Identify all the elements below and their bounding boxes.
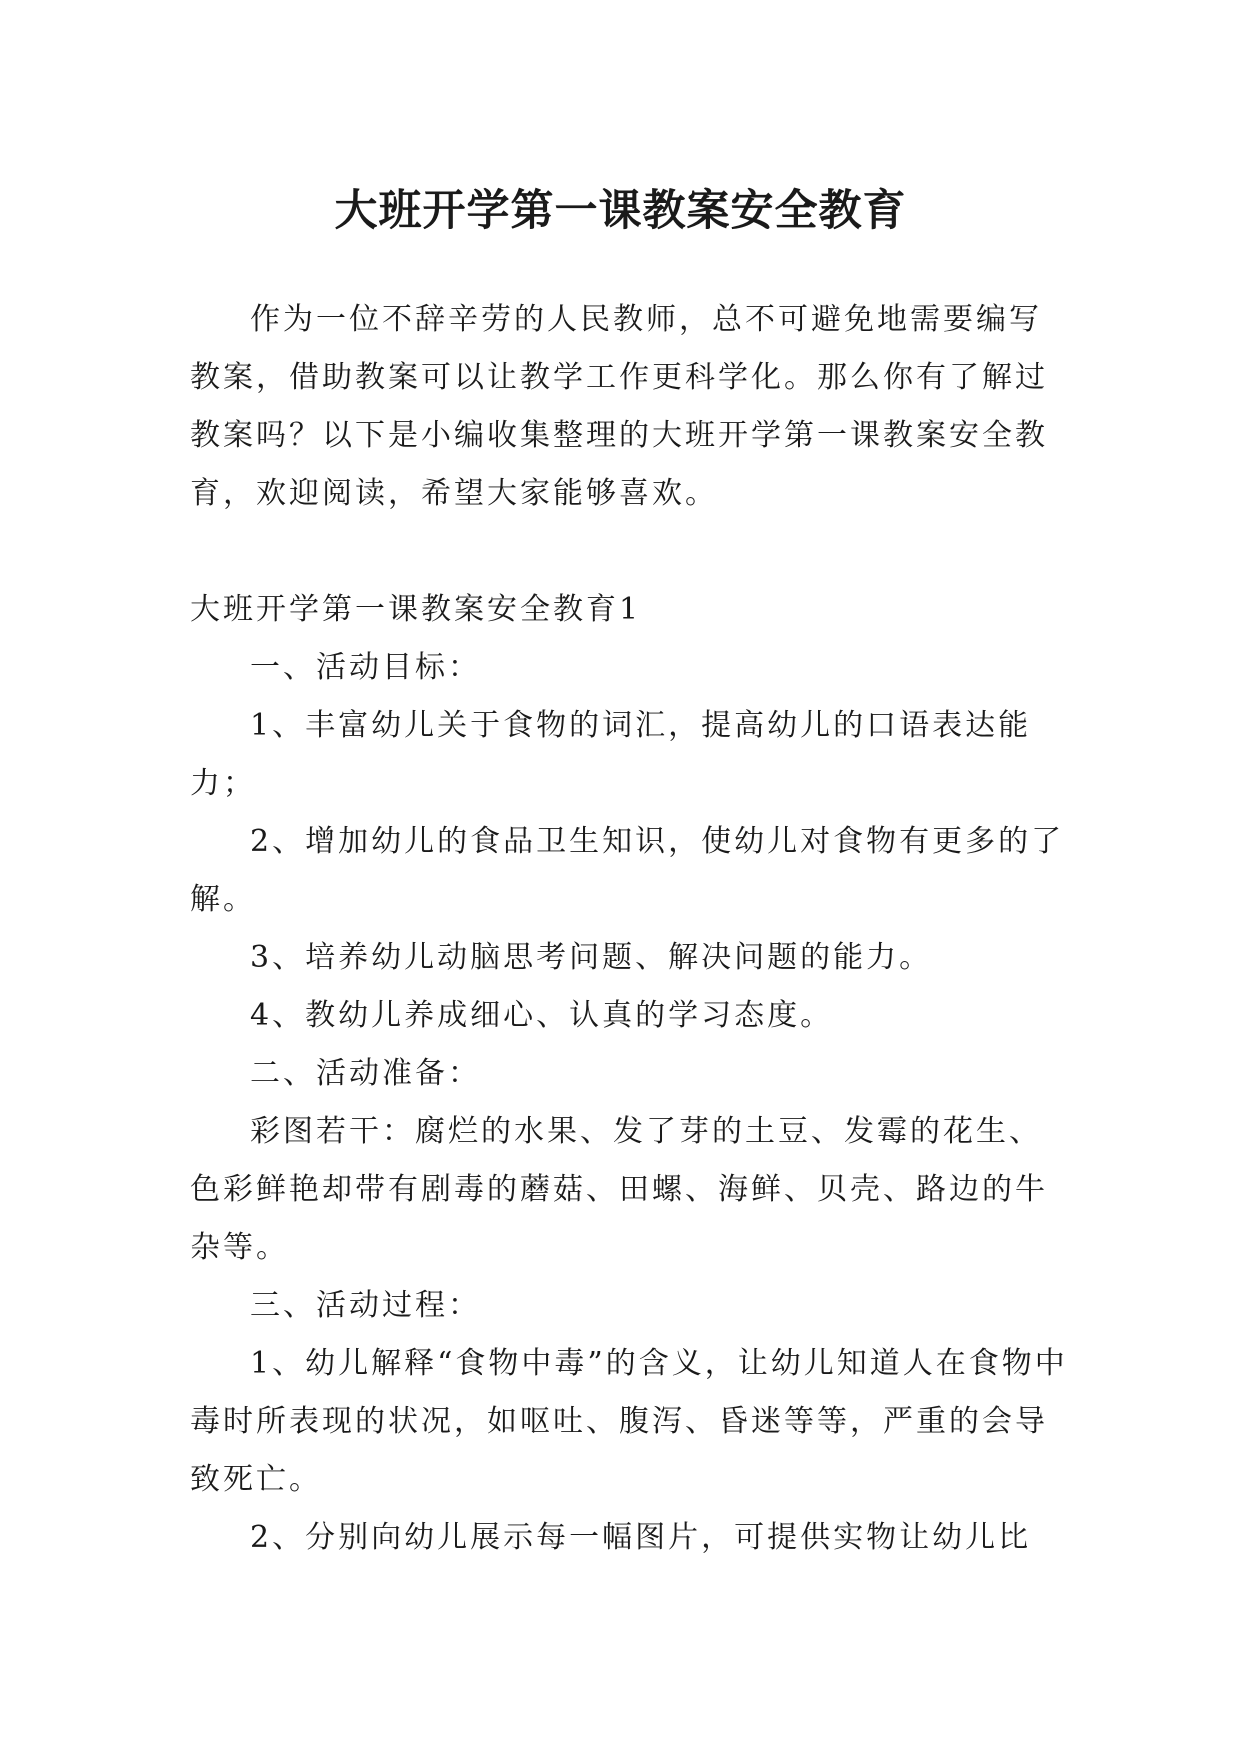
goal-item-4: 4、教幼儿养成细心、认真的学习态度。 xyxy=(250,998,834,1033)
process-item-2: 2、分别向幼儿展示每一幅图片，可提供实物让幼儿比 xyxy=(250,1520,1032,1555)
document-title: 大班开学第一课教案安全教育 xyxy=(334,185,907,236)
intro-paragraph: 作为一位不辞辛劳的人民教师，总不可避免地需要编写教案，借助教案可以让教学工作更科学化。那么你有了解过教案吗？以下是小编收集整理的大班开学第一课教案安全教育，欢迎阅读，希望大家能够喜欢。 xyxy=(190,302,1048,511)
subheading-process: 三、活动过程： xyxy=(250,1288,481,1323)
preparation-paragraph: 彩图若干：腐烂的水果、发了芽的土豆、发霉的花生、色彩鲜艳却带有剧毒的蘑菇、田螺、海鲜、贝壳、路边的牛杂等。 xyxy=(190,1114,1048,1265)
subheading-goals: 一、活动目标： xyxy=(250,650,481,685)
goal-item-2: 2、增加幼儿的食品卫生知识，使幼儿对食物有更多的了解。 xyxy=(190,824,1065,917)
goal-item-3: 3、培养幼儿动脑思考问题、解决问题的能力。 xyxy=(250,940,933,975)
document-body xyxy=(190,291,1070,1567)
subheading-preparation: 二、活动准备： xyxy=(250,1056,481,1091)
goal-item-1: 1、丰富幼儿关于食物的词汇，提高幼儿的口语表达能力； xyxy=(190,708,1032,801)
process-item-1: 1、幼儿解释“食物中毒”的含义，让幼儿知道人在食物中毒时所表现的状况，如呕吐、腹泻、昏迷等等，严重的会导致死亡。 xyxy=(190,1346,1068,1497)
section-heading: 大班开学第一课教案安全教育1 xyxy=(190,592,642,627)
